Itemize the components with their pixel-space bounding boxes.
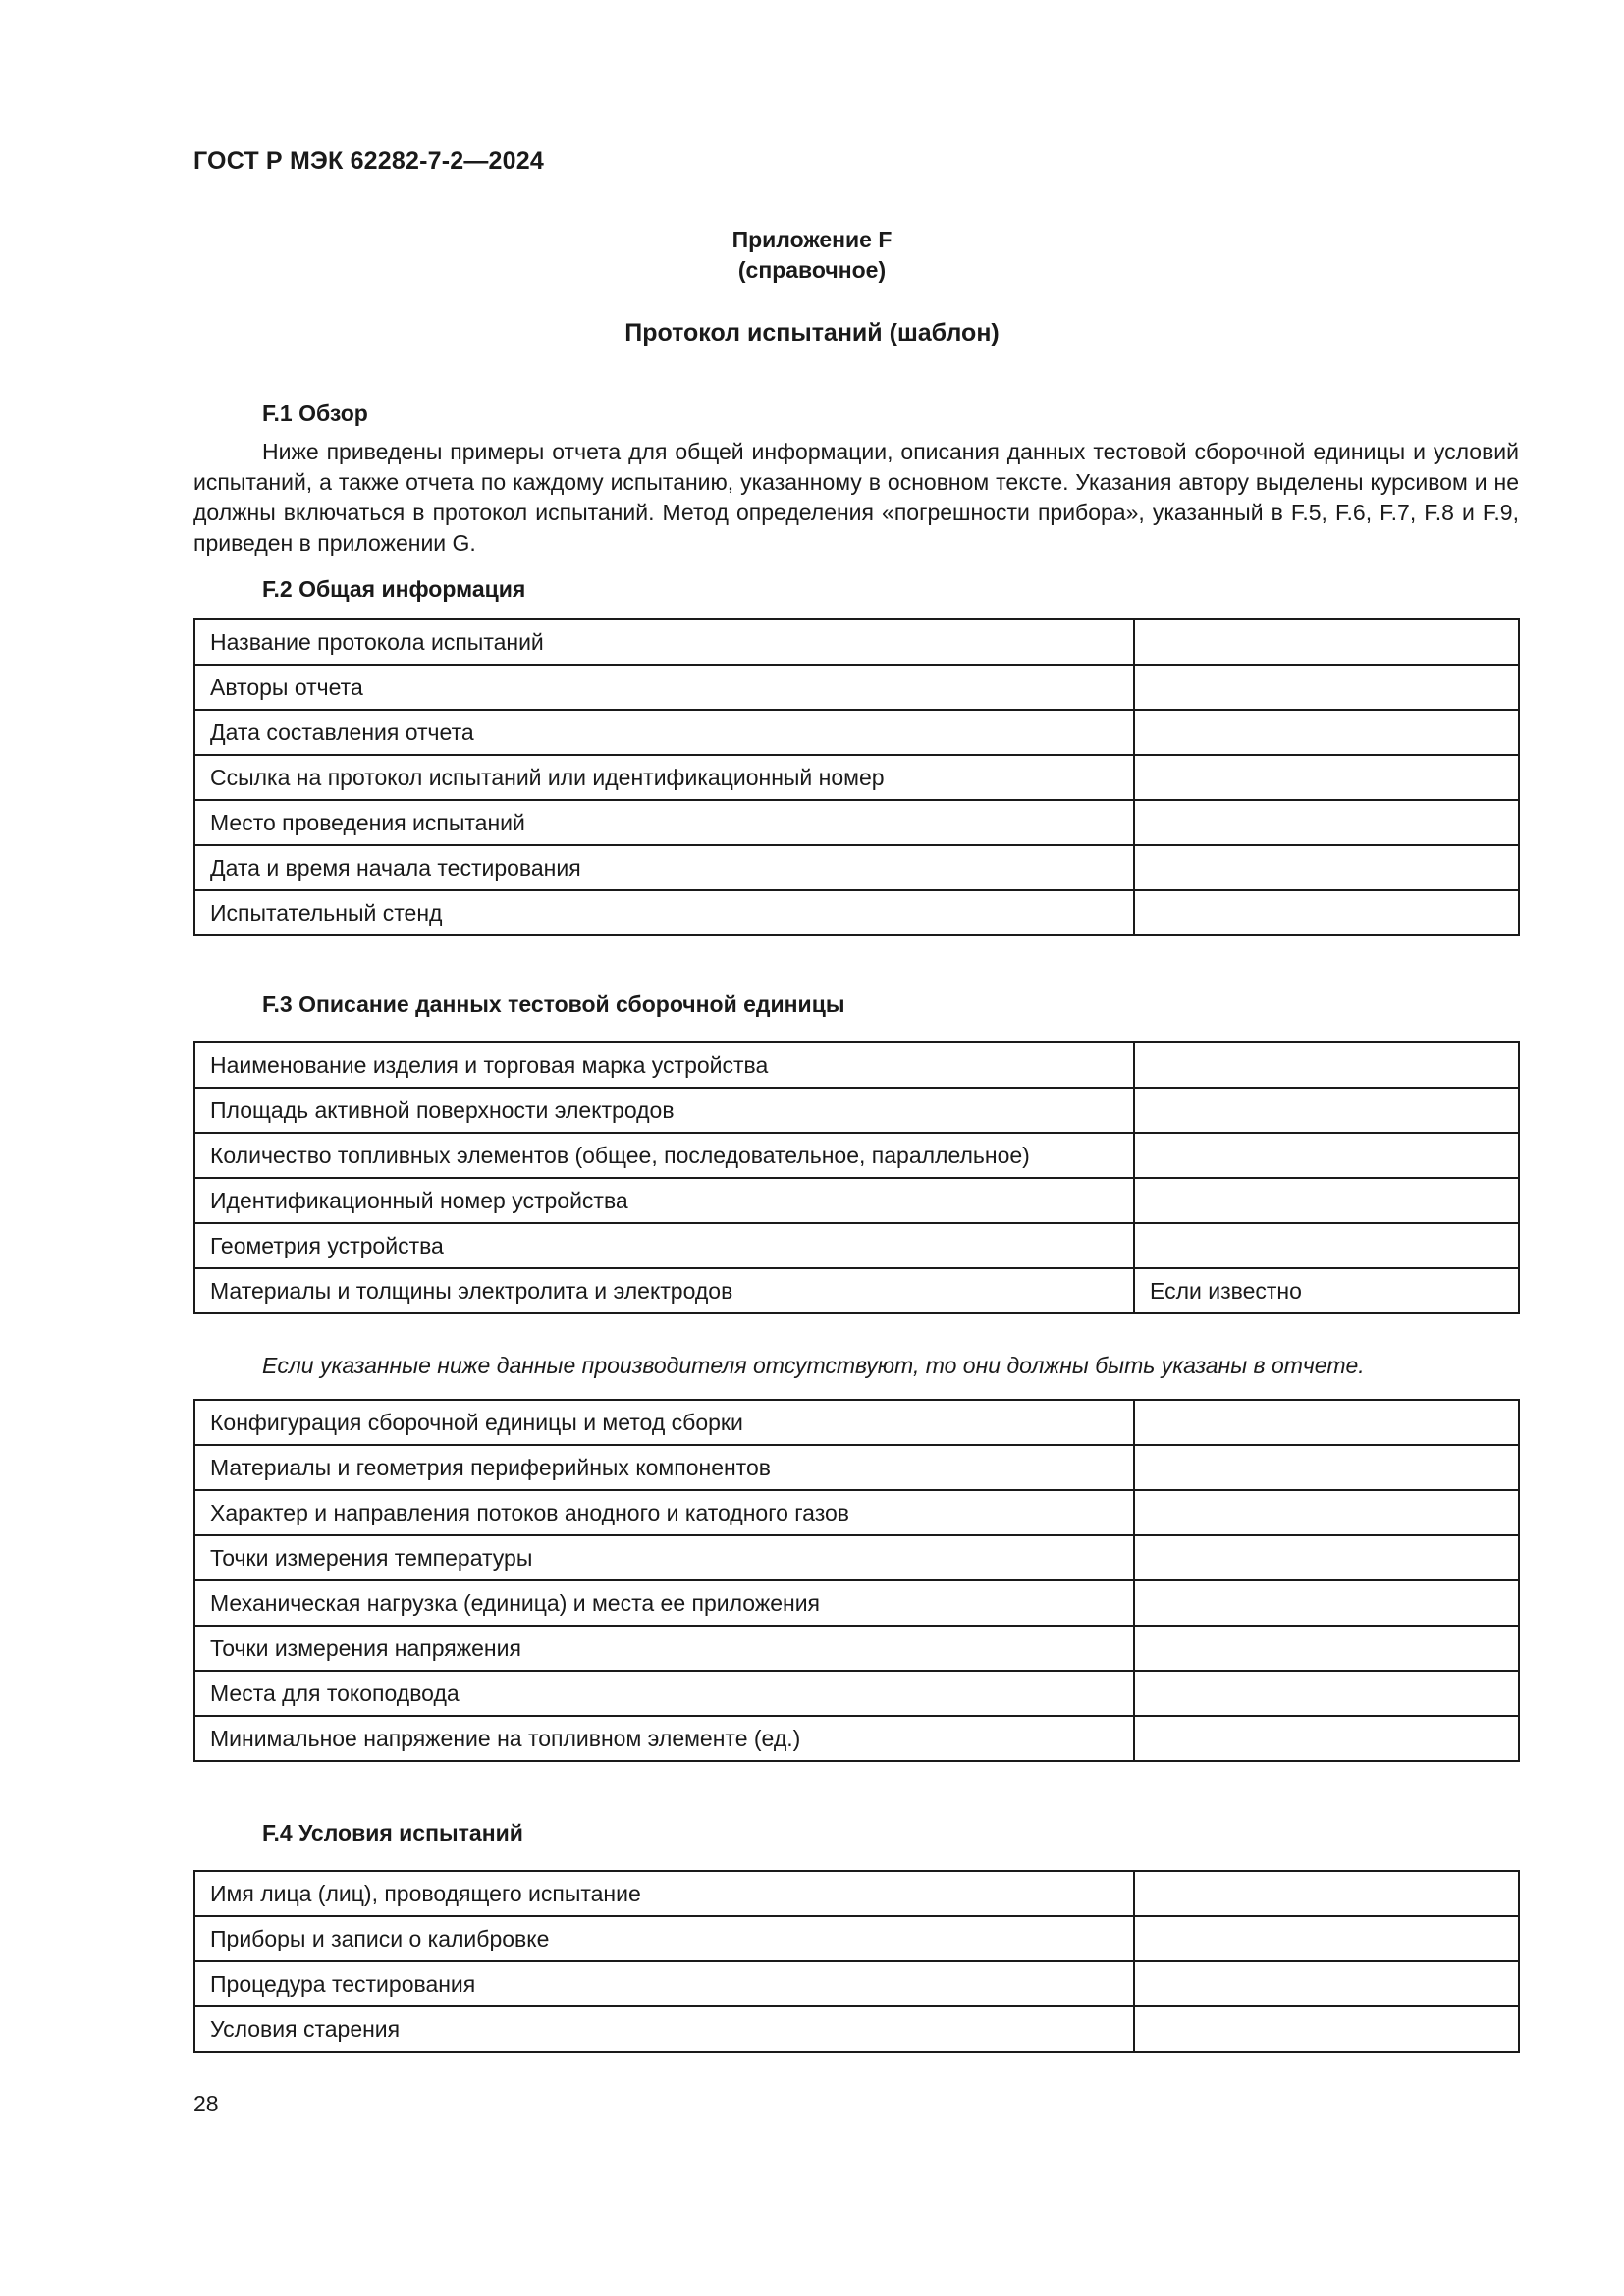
- row-value[interactable]: [1134, 1535, 1519, 1580]
- table-row: [194, 1178, 1519, 1223]
- table-row: [194, 710, 1519, 755]
- table-row: [194, 1268, 1519, 1313]
- document-id: ГОСТ Р МЭК 62282-7-2—2024: [193, 147, 544, 175]
- row-value[interactable]: [1134, 890, 1519, 935]
- row-value[interactable]: [1134, 1580, 1519, 1626]
- manufacturer-data-table: [193, 1399, 1520, 1762]
- row-label: Ссылка на протокол испытаний или идентификационный номер: [194, 755, 1134, 800]
- row-value[interactable]: [1134, 710, 1519, 755]
- row-label: Материалы и толщины электролита и электродов: [194, 1268, 1134, 1313]
- row-label: Идентификационный номер устройства: [194, 1178, 1134, 1223]
- table-row: [194, 1445, 1519, 1490]
- annex-kind: (справочное): [737, 257, 887, 283]
- table-row: [194, 1223, 1519, 1268]
- row-label: Название протокола испытаний: [194, 619, 1134, 665]
- row-label: Количество топливных элементов (общее, последовательное, параллельное): [194, 1133, 1134, 1178]
- row-label: Места для токоподвода: [194, 1671, 1134, 1716]
- row-label: Имя лица (лиц), проводящего испытание: [194, 1871, 1134, 1916]
- row-label: Материалы и геометрия периферийных компонентов: [194, 1445, 1134, 1490]
- section-heading-f3: F.3 Описание данных тестовой сборочной единицы: [262, 991, 845, 1017]
- row-value[interactable]: [1134, 2006, 1519, 2052]
- table-row: [194, 890, 1519, 935]
- table-row: [194, 1580, 1519, 1626]
- row-label: Испытательный стенд: [194, 890, 1134, 935]
- row-value[interactable]: [1134, 845, 1519, 890]
- row-value[interactable]: [1134, 619, 1519, 665]
- row-label: Дата и время начала тестирования: [194, 845, 1134, 890]
- table-row: [194, 1400, 1519, 1445]
- section-heading-f1: F.1 Обзор: [262, 400, 368, 426]
- table-row: [194, 1671, 1519, 1716]
- row-label: Дата составления отчета: [194, 710, 1134, 755]
- row-label: Точки измерения температуры: [194, 1535, 1134, 1580]
- row-value[interactable]: [1134, 1716, 1519, 1761]
- annex-heading: Протокол испытаний (шаблон): [624, 319, 1000, 347]
- row-label: Площадь активной поверхности электродов: [194, 1088, 1134, 1133]
- row-label: Условия старения: [194, 2006, 1134, 2052]
- general-info-table: [193, 618, 1520, 936]
- row-label: Точки измерения напряжения: [194, 1626, 1134, 1671]
- row-label: Процедура тестирования: [194, 1961, 1134, 2006]
- row-value[interactable]: [1134, 665, 1519, 710]
- row-value[interactable]: [1134, 1088, 1519, 1133]
- row-value[interactable]: [1134, 1178, 1519, 1223]
- row-value[interactable]: [1134, 1626, 1519, 1671]
- row-label: Конфигурация сборочной единицы и метод сборки: [194, 1400, 1134, 1445]
- table-row: [194, 1871, 1519, 1916]
- table-row: [194, 1716, 1519, 1761]
- row-label: Минимальное напряжение на топливном элементе (ед.): [194, 1716, 1134, 1761]
- table-row: [194, 1133, 1519, 1178]
- row-label: Характер и направления потоков анодного и катодного газов: [194, 1490, 1134, 1535]
- test-unit-table: [193, 1041, 1520, 1314]
- row-value[interactable]: [1134, 1961, 1519, 2006]
- section-paragraph-f1: Ниже приведены примеры отчета для общей информации, описания данных тестовой сборочной единицы и условий испытаний, а также отчета по каждому испытанию, указанному в основном тексте. Указания автору выделены курсивом и не должны включаться в протокол испытаний. Метод определения «погрешности прибора», указанный в F.5, F.6, F.7, F.8 и F.9, приведен в приложении G.: [193, 439, 1519, 556]
- row-label: Место проведения испытаний: [194, 800, 1134, 845]
- table-row: [194, 1535, 1519, 1580]
- row-value[interactable]: [1134, 1445, 1519, 1490]
- table-row: [194, 1916, 1519, 1961]
- row-value[interactable]: [1134, 1223, 1519, 1268]
- italic-note: Если указанные ниже данные производителя отсутствуют, то они должны быть указаны в отчете.: [262, 1353, 1365, 1378]
- row-label: Геометрия устройства: [194, 1223, 1134, 1268]
- row-label: Приборы и записи о калибровке: [194, 1916, 1134, 1961]
- row-value[interactable]: [1134, 1671, 1519, 1716]
- section-heading-f2: F.2 Общая информация: [262, 576, 526, 602]
- row-value[interactable]: [1134, 1400, 1519, 1445]
- annex-title: Приложение F: [731, 227, 893, 252]
- table-row: [194, 1626, 1519, 1671]
- row-value[interactable]: Если известно: [1134, 1268, 1519, 1313]
- table-row: [194, 1490, 1519, 1535]
- row-label: Авторы отчета: [194, 665, 1134, 710]
- test-conditions-table: [193, 1870, 1520, 2053]
- row-value[interactable]: [1134, 1042, 1519, 1088]
- row-value[interactable]: [1134, 1916, 1519, 1961]
- table-row: [194, 665, 1519, 710]
- row-label: Наименование изделия и торговая марка устройства: [194, 1042, 1134, 1088]
- page-number: 28: [193, 2091, 219, 2116]
- table-row: [194, 1088, 1519, 1133]
- table-row: [194, 1961, 1519, 2006]
- row-label: Механическая нагрузка (единица) и места ее приложения: [194, 1580, 1134, 1626]
- row-value[interactable]: [1134, 1133, 1519, 1178]
- table-row: [194, 1042, 1519, 1088]
- section-heading-f4: F.4 Условия испытаний: [262, 1820, 523, 1845]
- row-value[interactable]: [1134, 1490, 1519, 1535]
- table-row: [194, 619, 1519, 665]
- table-row: [194, 2006, 1519, 2052]
- row-value[interactable]: [1134, 755, 1519, 800]
- table-row: [194, 800, 1519, 845]
- row-value[interactable]: [1134, 1871, 1519, 1916]
- row-value[interactable]: [1134, 800, 1519, 845]
- table-row: [194, 845, 1519, 890]
- table-row: [194, 755, 1519, 800]
